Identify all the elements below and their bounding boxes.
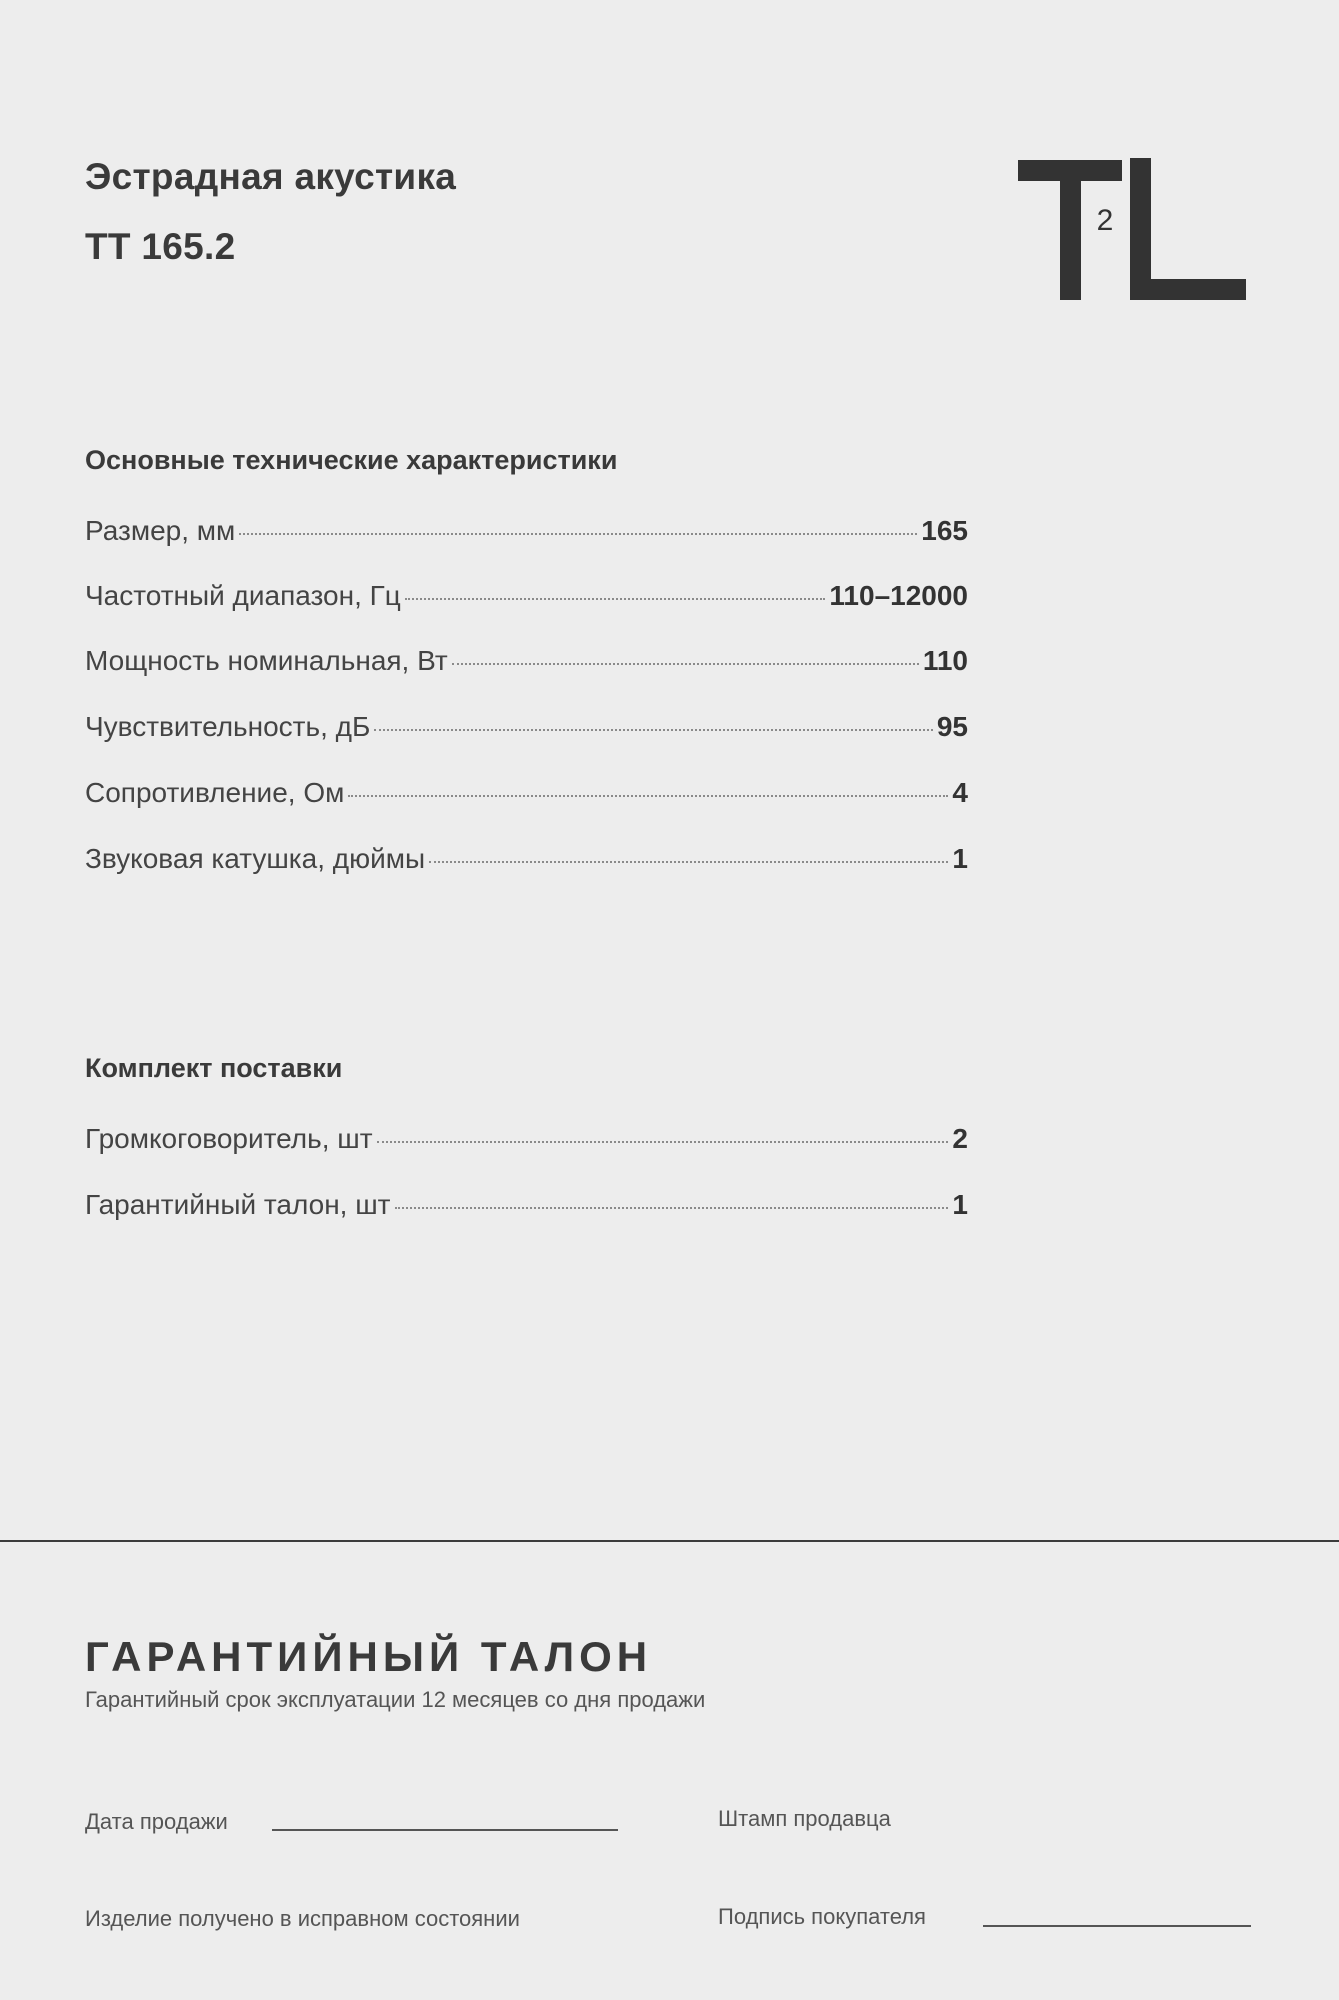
package-label: Гарантийный талон, шт [85,1189,391,1220]
package-label: Громкоговоритель, шт [85,1123,373,1154]
sale-date-label: Дата продажи [85,1809,228,1834]
spec-row [85,777,968,817]
package-value: 2 [952,1123,968,1154]
dot-leader [452,663,919,665]
spec-label: Частотный диапазон, Гц [85,580,401,611]
specs-section-title: Основные технические характеристики [85,445,618,475]
package-value: 1 [952,1189,968,1220]
received-condition-label: Изделие получено в исправном состоянии [85,1906,520,1931]
spec-row [85,515,968,555]
spec-label: Звуковая катушка, дюймы [85,843,426,874]
spec-value: 4 [952,777,968,808]
spec-row [85,580,968,620]
spec-row [85,645,968,685]
spec-row [85,711,968,751]
sale-date-field[interactable] [272,1829,618,1831]
spec-label: Чувствительность, дБ [85,711,371,742]
spec-label: Размер, мм [85,515,236,546]
dot-leader [239,533,917,535]
spec-label: Мощность номинальная, Вт [85,645,448,676]
brand-logo [1018,158,1246,300]
dot-leader [405,598,826,600]
tear-off-divider [0,1540,1339,1542]
logo-digit: 2 [1096,204,1114,237]
dot-leader [377,1141,949,1143]
spec-value: 110–12000 [829,580,968,611]
spec-label: Сопротивление, Ом [85,777,345,808]
product-model-title: ТТ 165.2 [85,226,236,267]
spec-value: 95 [936,711,968,742]
spec-value: 110 [922,645,968,676]
buyer-signature-field[interactable] [983,1925,1251,1927]
seller-stamp-label: Штамп продавца [718,1806,891,1831]
spec-value: 165 [921,515,968,546]
package-section-title: Комплект поставки [85,1053,343,1083]
package-row [85,1189,968,1229]
warranty-period-text: Гарантийный срок эксплуатации 12 месяцев со дня продажи [85,1687,706,1712]
warranty-card-title: ГАРАНТИЙНЫЙ ТАЛОН [85,1633,653,1680]
dot-leader [374,729,932,731]
spec-row [85,843,968,883]
dot-leader [429,861,948,863]
dot-leader [395,1207,949,1209]
package-row [85,1123,968,1163]
dot-leader [348,795,948,797]
product-category-title: Эстрадная акустика [85,156,457,197]
buyer-signature-label: Подпись покупателя [718,1904,926,1929]
spec-value: 1 [952,843,968,874]
